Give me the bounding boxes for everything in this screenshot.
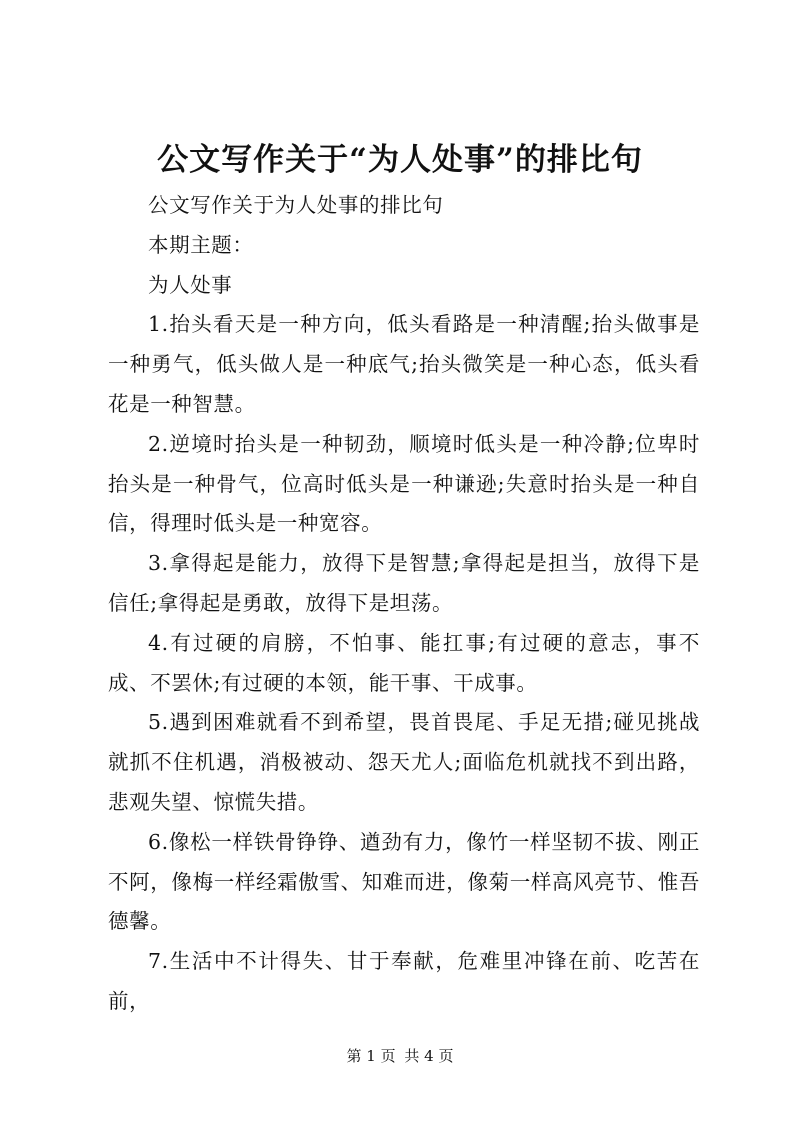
page-total: 共 4 页	[404, 1047, 454, 1065]
paragraph-topic: 为人处事	[148, 272, 233, 297]
paragraph-subtitle: 公文写作关于为人处事的排比句	[148, 193, 444, 217]
paragraph-item-3: 3.拿得起是能力，放得下是智慧;拿得起是担当，放得下是信任;拿得起是勇敢，放得下是坦荡。	[108, 551, 700, 615]
document-title: 公文写作关于“为人处事”的排比句	[157, 142, 643, 178]
paragraph-item-7: 7.生活中不计得失、甘于奉献，危难里冲锋在前、吃苦在前，	[108, 949, 700, 1013]
page-footer	[0, 1046, 800, 1066]
document-body	[108, 186, 700, 1022]
paragraph-item-5: 5.遇到困难就看不到希望，畏首畏尾、手足无措;碰见挑战就抓不住机遇，消极被动、怨天尤人;面临危机就找不到出路，悲观失望、惊慌失措。	[108, 710, 700, 814]
page-number: 第 1 页	[346, 1047, 396, 1065]
paragraph-item-2: 2.逆境时抬头是一种韧劲，顺境时低头是一种冷静;位卑时抬头是一种骨气，位高时低头是一种谦逊;失意时抬头是一种自信，得理时低头是一种宽容。	[108, 431, 700, 536]
paragraph-item-6: 6.像松一样铁骨铮铮、遒劲有力，像竹一样坚韧不拔、刚正不阿，像梅一样经霜傲雪、知难而进，像菊一样高风亮节、惟吾德馨。	[108, 829, 700, 934]
paragraph-topic-label: 本期主题：	[148, 232, 254, 257]
paragraph-item-4: 4.有过硬的肩膀，不怕事、能扛事;有过硬的意志，事不成、不罢休;有过硬的本领，能干事、干成事。	[108, 630, 700, 695]
paragraph-item-1: 1.抬头看天是一种方向，低头看路是一种清醒;抬头做事是一种勇气，低头做人是一种底气;抬头微笑是一种心态，低头看花是一种智慧。	[108, 312, 700, 416]
